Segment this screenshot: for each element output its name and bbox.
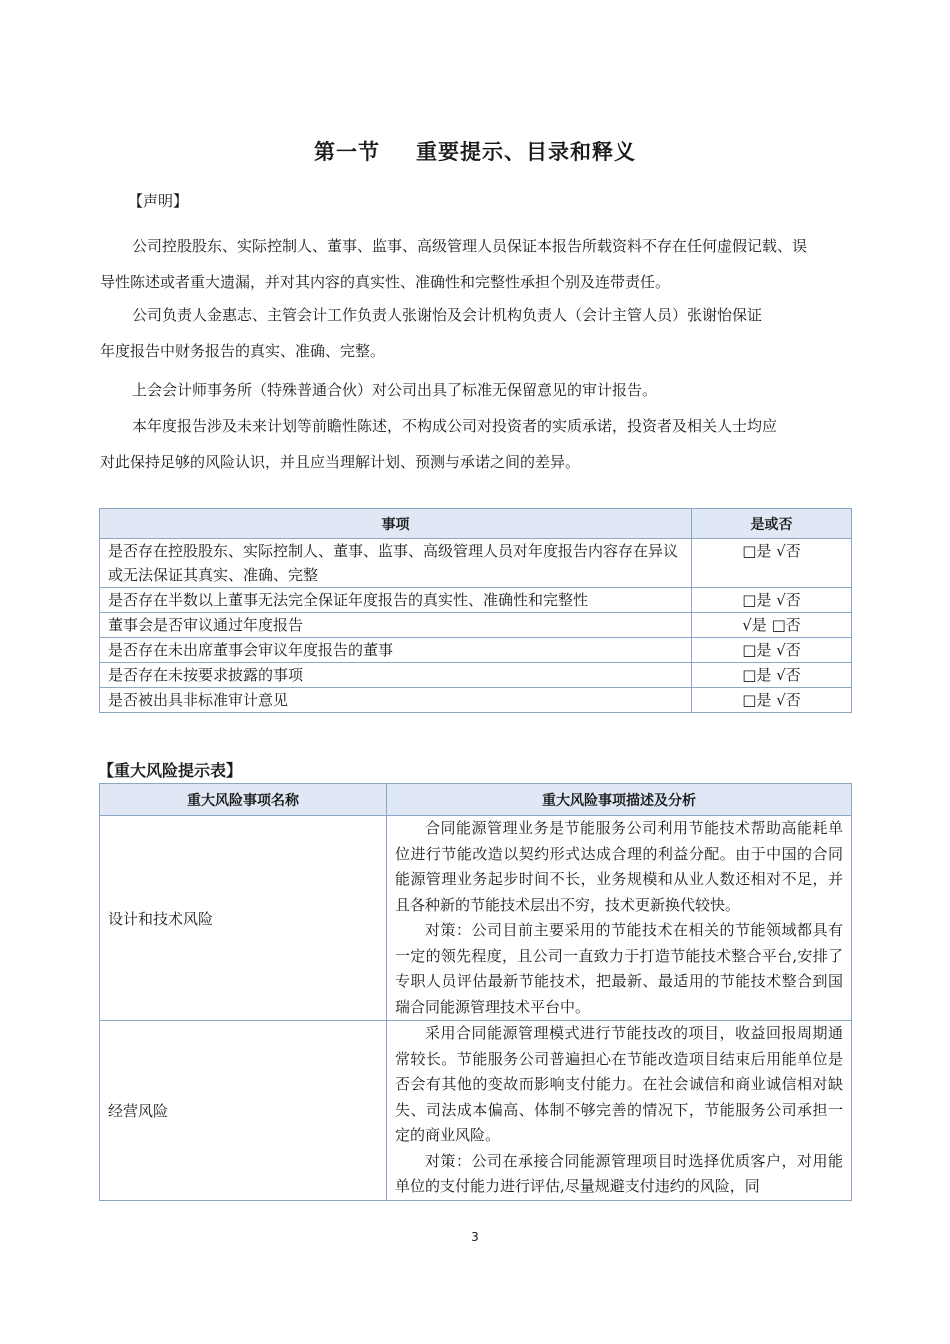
section-heading: 重要提示、目录和释义: [416, 140, 636, 164]
declaration-paragraph-3: [100, 372, 852, 408]
header-risk-name: 重大风险事项名称: [100, 784, 387, 816]
risk-table: [99, 783, 852, 1201]
section-number: 第一节: [314, 140, 380, 164]
paragraph-line: 上会会计师事务所（特殊普通合伙）对公司出具了标准无保留意见的审计报告。: [132, 381, 658, 399]
matter-answer: □是 √否: [692, 588, 852, 613]
risk-name: 设计和技术风险: [100, 816, 387, 1021]
risk-table-heading: 【重大风险提示表】: [98, 761, 243, 780]
risk-description-paragraph: 合同能源管理业务是节能服务公司利用节能技术帮助高能耗单位进行节能改造以契约形式达成合理的利益分配。由于中国的合同能源管理业务起步时间不长，业务规模和从业人数还相对不足，并且各种新的节能技术层出不穷，技术更新换代较快。: [395, 819, 843, 914]
risk-countermeasure-paragraph: 对策：公司目前主要采用的节能技术在相关的节能领域都具有一定的领先程度，且公司一直致力于打造节能技术整合平台,安排了专职人员评估最新节能技术，把最新、最适用的节能技术整合到国瑞合同能源管理技术平台中。: [395, 921, 843, 1016]
paragraph-line: 对此保持足够的风险认识，并且应当理解计划、预测与承诺之间的差异。: [100, 453, 581, 471]
matter-answer: □是 √否: [692, 663, 852, 688]
table-row: [100, 688, 852, 713]
table-row: [100, 816, 852, 1021]
declaration-paragraph-1: [100, 228, 852, 300]
matter-answer: □是 √否: [692, 539, 852, 588]
section-title: [0, 136, 950, 166]
table-row: [100, 613, 852, 638]
risk-description-paragraph: 采用合同能源管理模式进行节能技改的项目，收益回报周期通常较长。节能服务公司普遍担心在节能改造项目结束后用能单位是否会有其他的变故而影响支付能力。在社会诚信和商业诚信相对缺失、司法成本偏高、体制不够完善的情况下，节能服务公司承担一定的商业风险。: [395, 1024, 843, 1144]
matter-text: 是否存在未按要求披露的事项: [100, 663, 692, 688]
risk-countermeasure-paragraph: 对策：公司在承接合同能源管理项目时选择优质客户，对用能单位的支付能力进行评估,尽量规避支付违约的风险，同: [395, 1151, 843, 1195]
matter-text: 是否存在半数以上董事无法完全保证年度报告的真实性、准确性和完整性: [100, 588, 692, 613]
risk-description: [387, 1021, 852, 1201]
header-yes-no: 是或否: [692, 509, 852, 539]
page-number: 3: [471, 1230, 479, 1244]
paragraph-line: 公司负责人金惠志、主管会计工作负责人张谢怡及会计机构负责人（会计主管人员）张谢怡保证: [132, 306, 763, 324]
table-row: [100, 638, 852, 663]
table-header-row: [100, 784, 852, 816]
table-header-row: [100, 509, 852, 539]
paragraph-line: 公司控股股东、实际控制人、董事、监事、高级管理人员保证本报告所载资料不存在任何虚假记载、误: [132, 237, 808, 255]
table-row: [100, 539, 852, 588]
header-matter: 事项: [100, 509, 692, 539]
table-row: [100, 663, 852, 688]
risk-name: 经营风险: [100, 1021, 387, 1201]
matter-text: 是否存在未出席董事会审议年度报告的董事: [100, 638, 692, 663]
matter-answer: □是 √否: [692, 638, 852, 663]
table-row: [100, 1021, 852, 1201]
matter-answer: √是 □否: [692, 613, 852, 638]
declaration-label: 【声明】: [128, 192, 189, 210]
paragraph-line: 导性陈述或者重大遗漏，并对其内容的真实性、准确性和完整性承担个别及连带责任。: [100, 273, 671, 291]
risk-description: [387, 816, 852, 1021]
matter-text: 是否被出具非标准审计意见: [100, 688, 692, 713]
declaration-paragraph-4: [100, 408, 852, 480]
matters-table: [99, 508, 852, 713]
matter-text: 董事会是否审议通过年度报告: [100, 613, 692, 638]
paragraph-line: 本年度报告涉及未来计划等前瞻性陈述，不构成公司对投资者的实质承诺，投资者及相关人士均应: [132, 417, 778, 435]
declaration-paragraph-2: [100, 297, 852, 369]
matter-answer: □是 √否: [692, 688, 852, 713]
paragraph-line: 年度报告中财务报告的真实、准确、完整。: [100, 342, 386, 360]
header-risk-description: 重大风险事项描述及分析: [387, 784, 852, 816]
table-row: [100, 588, 852, 613]
matter-text: 是否存在控股股东、实际控制人、董事、监事、高级管理人员对年度报告内容存在异议或无法保证其真实、准确、完整: [100, 539, 692, 588]
